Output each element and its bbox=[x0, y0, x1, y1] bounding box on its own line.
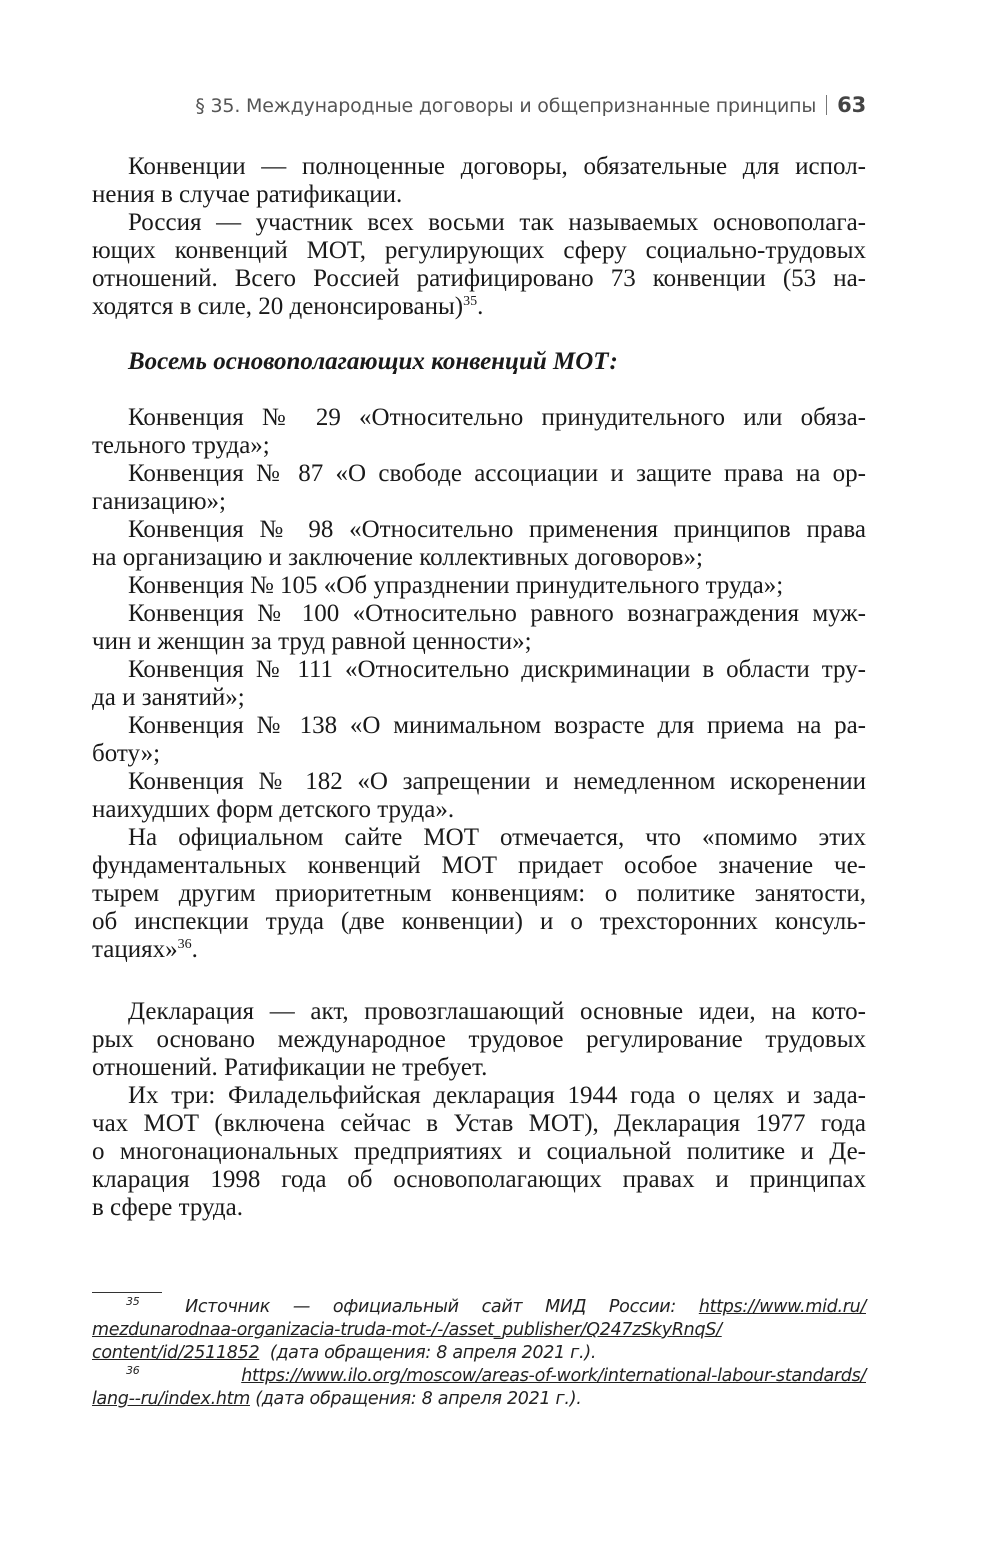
text-line bbox=[92, 880, 866, 908]
footnote-line bbox=[92, 1388, 866, 1411]
text-line bbox=[92, 656, 866, 684]
text-segment: Конвенция № 98 «Относительно применения принципов права bbox=[128, 516, 866, 543]
footnote-line bbox=[92, 1342, 866, 1365]
text-line bbox=[92, 404, 866, 432]
text-line bbox=[92, 1026, 866, 1054]
text-segment: Конвенция № 29 «Относительно принудительного или обяза- bbox=[128, 404, 866, 431]
declarations-paragraphs bbox=[92, 998, 866, 1222]
section-heading: Восемь основополагающих конвенций МОТ: bbox=[128, 348, 618, 375]
text-segment: На официальном сайте МОТ отмечается, что «помимо этих bbox=[128, 824, 866, 851]
text-segment: да и занятий»; bbox=[92, 684, 245, 711]
text-segment: о многонациональных предприятиях и социальной политике и Де- bbox=[92, 1138, 866, 1165]
text-segment: Конвенция № 138 «О минимальном возрасте для приема на ра- bbox=[128, 712, 866, 739]
footnote-ref: 36 bbox=[177, 937, 192, 952]
text-line bbox=[92, 908, 866, 936]
text-line bbox=[92, 1054, 866, 1082]
footnote-line bbox=[92, 1365, 866, 1388]
text-segment: Их три: Филадельфийская декларация 1944 года о целях и зада- bbox=[128, 1082, 866, 1109]
text-line bbox=[92, 293, 866, 321]
text-segment: Конвенция № 105 «Об упразднении принудительного труда»; bbox=[128, 572, 784, 599]
footnote-link[interactable]: lang--ru/index.htm bbox=[92, 1389, 250, 1409]
text-segment: Конвенция № 100 «Относительно равного вознаграждения муж- bbox=[128, 600, 866, 627]
text-line bbox=[92, 516, 866, 544]
running-header bbox=[0, 93, 866, 117]
text-line bbox=[92, 181, 866, 209]
text-segment: Конвенции — полноценные договоры, обязательные для испол- bbox=[128, 153, 866, 180]
text-segment: тациях» bbox=[92, 936, 178, 963]
footnote-link[interactable]: https://www.mid.ru/ bbox=[698, 1297, 866, 1317]
text-segment: боту»; bbox=[92, 740, 161, 767]
text-segment: Конвенция № 87 «О свободе ассоциации и защите права на ор- bbox=[128, 460, 866, 487]
text-segment: . bbox=[477, 293, 484, 320]
text-segment: отношений. Ратификации не требует. bbox=[92, 1054, 488, 1081]
footnotes bbox=[92, 1296, 866, 1411]
text-line bbox=[92, 544, 866, 572]
text-line bbox=[92, 265, 866, 293]
text-line bbox=[92, 153, 866, 181]
footnote-line bbox=[92, 1319, 866, 1342]
text-segment: в сфере труда. bbox=[92, 1194, 243, 1221]
footnote-rule bbox=[92, 1292, 162, 1293]
footnote-ref: 36 bbox=[126, 1364, 140, 1377]
text-line bbox=[92, 852, 866, 880]
text-segment: ходятся в силе, 20 денонсированы) bbox=[92, 293, 464, 320]
text-line bbox=[92, 768, 866, 796]
text-segment: наихудших форм детского труда». bbox=[92, 796, 455, 823]
text-segment: Источник — официальный сайт МИД России: bbox=[139, 1297, 699, 1317]
conventions-list bbox=[92, 404, 866, 964]
text-line bbox=[92, 1194, 866, 1222]
text-line bbox=[92, 684, 866, 712]
text-line bbox=[92, 237, 866, 265]
text-segment: ющих конвенций МОТ, регулирующих сферу социально-трудовых bbox=[92, 237, 866, 264]
text-segment: чин и женщин за труд равной ценности»; bbox=[92, 628, 532, 655]
text-segment: кларация 1998 года об основополагающих правах и принципах bbox=[92, 1166, 866, 1193]
text-line bbox=[92, 628, 866, 656]
header-divider bbox=[826, 95, 827, 115]
text-segment: ганизацию»; bbox=[92, 488, 226, 515]
section-title: § 35. Международные договоры и общепризнанные принципы bbox=[195, 95, 817, 117]
text-segment: Конвенция № 182 «О запрещении и немедленном искоренении bbox=[128, 768, 866, 795]
text-line bbox=[92, 712, 866, 740]
text-segment: чах МОТ (включена сейчас в Устав МОТ), Декларация 1977 года bbox=[92, 1110, 866, 1137]
text-segment: об инспекции труда (две конвенции) и о трехсторонних консуль- bbox=[92, 908, 866, 935]
footnote-link[interactable]: mezdunarodnaa-organizacia-truda-mot-/-/asset_publisher/Q247zSkyRnqS/ bbox=[92, 1320, 722, 1340]
text-segment: нения в случае ратификации. bbox=[92, 181, 403, 208]
text-segment bbox=[139, 1366, 241, 1386]
text-segment: на организацию и заключение коллективных договоров»; bbox=[92, 544, 703, 571]
text-line bbox=[92, 1138, 866, 1166]
text-line bbox=[92, 936, 866, 964]
text-segment: Конвенция № 111 «Относительно дискриминации в области тру- bbox=[128, 656, 866, 683]
text-line bbox=[92, 460, 866, 488]
text-line bbox=[92, 209, 866, 237]
text-segment: рых основано международное трудовое регулирование трудовых bbox=[92, 1026, 866, 1053]
text-line bbox=[92, 1082, 866, 1110]
text-segment: тельного труда»; bbox=[92, 432, 270, 459]
footnote-ref: 35 bbox=[126, 1295, 140, 1308]
text-segment: (дата обращения: 8 апреля 2021 г.). bbox=[259, 1343, 597, 1363]
text-segment: (дата обращения: 8 апреля 2021 г.). bbox=[249, 1389, 582, 1409]
text-line bbox=[92, 796, 866, 824]
text-line bbox=[92, 600, 866, 628]
text-line bbox=[92, 488, 866, 516]
footnote-link[interactable]: https://www.ilo.org/moscow/areas-of-work/international-labour-standards/ bbox=[241, 1366, 866, 1386]
text-line bbox=[92, 740, 866, 768]
footnote-line bbox=[92, 1296, 866, 1319]
text-segment: тырем другим приоритетным конвенциям: о политике занятости, bbox=[92, 880, 866, 907]
text-segment: Декларация — акт, провозглашающий основные идеи, на кото- bbox=[128, 998, 866, 1025]
text-line bbox=[92, 1166, 866, 1194]
text-line bbox=[92, 824, 866, 852]
text-segment: фундаментальных конвенций МОТ придает особое значение че- bbox=[92, 852, 866, 879]
text-segment: . bbox=[191, 936, 198, 963]
page-number: 63 bbox=[837, 93, 866, 117]
intro-paragraphs bbox=[92, 153, 866, 321]
footnote-link[interactable]: content/id/2511852 bbox=[92, 1343, 260, 1363]
text-line bbox=[92, 572, 866, 600]
footnote-ref: 35 bbox=[463, 294, 478, 309]
text-line bbox=[92, 432, 866, 460]
text-line bbox=[92, 998, 866, 1026]
text-segment: Россия — участник всех восьми так называемых основополага- bbox=[128, 209, 866, 236]
text-line bbox=[92, 1110, 866, 1138]
text-segment: отношений. Всего Россией ратифицировано 73 конвенции (53 на- bbox=[92, 265, 866, 292]
